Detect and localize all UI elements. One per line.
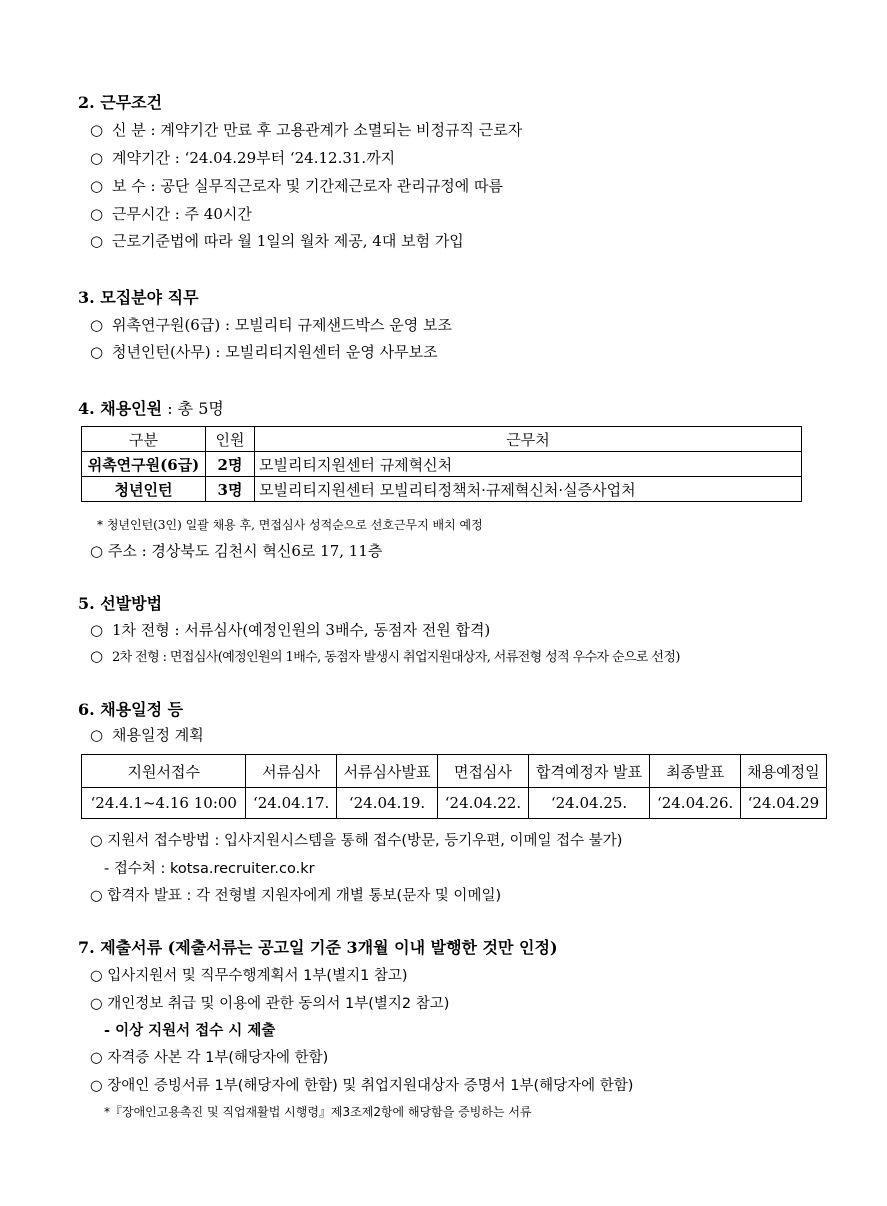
section-6-title: 6. 채용일정 등 <box>78 700 184 719</box>
s7-item-2: ○ 개인정보 취급 및 이용에 관한 동의서 1부(별지2 참고) <box>90 996 450 1012</box>
s7-sub: - 이상 지원서 접수 시 제출 <box>104 1023 276 1039</box>
headcount-row1-type: 위촉연구원(6급) <box>82 452 206 477</box>
s2-item-5: ○ 근로기준법에 따라 월 1일의 월차 제공, 4대 보험 가입 <box>90 232 464 250</box>
s6-method: ○ 지원서 접수방법 : 입사지원시스템을 통해 접수(방문, 등기우편, 이메일 접수 불가) <box>90 833 623 849</box>
s7-item-3: ○ 자격증 사본 각 1부(해당자에 한함) <box>90 1050 329 1066</box>
schedule-header-hire-date: 채용예정일 <box>740 755 826 788</box>
s5-item-2: ○ 2차 전형 : 면접심사(예정인원의 1배수, 동점자 발생시 취업지원대상자, 서류전형 성적 우수자 순으로 선정) <box>90 647 680 665</box>
headcount-row1-count: 2명 <box>206 452 255 477</box>
s7-item-4: ○ 장애인 증빙서류 1부(해당자에 한함) 및 취업지원대상자 증명서 1부(해당자에 한함) <box>90 1078 634 1094</box>
schedule-value-doc-review: ‘24.04.17. <box>246 788 336 819</box>
headcount-row2-type: 청년인턴 <box>82 477 206 502</box>
s2-item-4: ○ 근무시간 : 주 40시간 <box>90 205 252 223</box>
s3-item-1: ○ 위촉연구원(6급) : 모빌리티 규제샌드박스 운영 보조 <box>90 316 452 334</box>
s6-url: - 접수처 : kotsa.recruiter.co.kr <box>104 861 315 877</box>
section-3-title: 3. 모집분야 직무 <box>78 288 199 307</box>
headcount-header-workplace: 근무처 <box>255 427 802 452</box>
headcount-row2-count: 3명 <box>206 477 255 502</box>
s6-plan: ○ 채용일정 계획 <box>90 726 204 744</box>
s3-item-2: ○ 청년인턴(사무) : 모빌리티지원센터 운영 사무보조 <box>90 343 438 361</box>
schedule-value-pass-announce: ‘24.04.25. <box>528 788 650 819</box>
schedule-value-hire-date: ‘24.04.29 <box>740 788 826 819</box>
section-4-title: 4. 채용인원 : 총 5명 <box>78 399 224 418</box>
s2-item-3: ○ 보 수 : 공단 실무직근로자 및 기간제근로자 관리규정에 따름 <box>90 177 503 195</box>
schedule-value-apply: ‘24.4.1~4.16 10:00 <box>82 788 246 819</box>
headcount-header-count: 인원 <box>206 427 255 452</box>
schedule-header-doc-review: 서류심사 <box>246 755 336 788</box>
schedule-value-doc-result: ‘24.04.19. <box>336 788 438 819</box>
headcount-row2-workplace: 모빌리티지원센터 모빌리티정책처·규제혁신처·실증사업처 <box>255 477 802 502</box>
schedule-header-doc-result: 서류심사발표 <box>336 755 438 788</box>
s2-item-1: ○ 신 분 : 계약기간 만료 후 고용관계가 소멸되는 비정규직 근로자 <box>90 121 523 139</box>
schedule-header-apply: 지원서접수 <box>82 755 246 788</box>
schedule-header-pass-announce: 합격예정자 발표 <box>528 755 650 788</box>
schedule-table <box>81 754 827 819</box>
schedule-value-final: ‘24.04.26. <box>650 788 740 819</box>
headcount-header-type: 구분 <box>82 427 206 452</box>
s7-item-1: ○ 입사지원서 및 직무수행계획서 1부(별지1 참고) <box>90 968 408 984</box>
headcount-row1-workplace: 모빌리티지원센터 규제혁신처 <box>255 452 802 477</box>
s7-note: *『장애인고용촉진 및 직업재활법 시행령』제3조제2항에 해당함을 증빙하는 서류 <box>104 1105 532 1119</box>
schedule-header-interview: 면접심사 <box>438 755 528 788</box>
schedule-value-interview: ‘24.04.22. <box>438 788 528 819</box>
section-5-title: 5. 선발방법 <box>78 594 163 613</box>
s6-announce: ○ 합격자 발표 : 각 전형별 지원자에게 개별 통보(문자 및 이메일) <box>90 888 502 904</box>
headcount-table <box>81 426 802 502</box>
s4-note: * 청년인턴(3인) 일괄 채용 후, 면접심사 성적순으로 선호근무지 배치 예정 <box>97 518 483 532</box>
s5-item-1: ○ 1차 전형 : 서류심사(예정인원의 3배수, 동점자 전원 합격) <box>90 621 491 639</box>
s2-item-2: ○ 계약기간 : ‘24.04.29부터 ‘24.12.31.까지 <box>90 149 396 167</box>
schedule-header-final: 최종발표 <box>650 755 740 788</box>
s4-address: ○ 주소 : 경상북도 김천시 혁신6로 17, 11층 <box>90 542 383 560</box>
section-7-title: 7. 제출서류 (제출서류는 공고일 기준 3개월 이내 발행한 것만 인정) <box>78 938 558 957</box>
section-2-title: 2. 근무조건 <box>78 93 163 112</box>
